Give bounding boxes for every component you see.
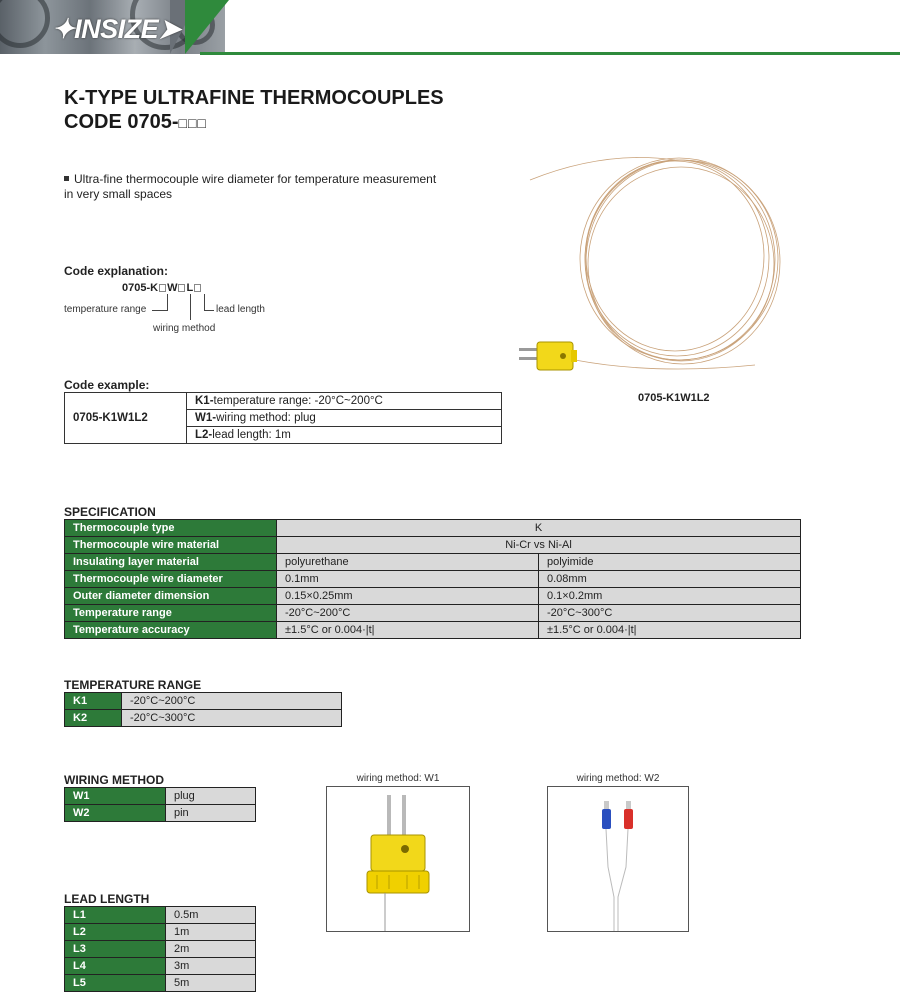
code-example-row: W1-wiring method: plug xyxy=(187,410,502,427)
header-rule xyxy=(200,52,900,55)
header-banner xyxy=(0,0,900,56)
table-row: Insulating layer material polyurethane polyimide xyxy=(65,554,801,571)
title-line-2: CODE 0705-□□□ xyxy=(64,111,207,133)
table-row: Outer diameter dimension 0.15×0.25mm 0.1×0.2mm xyxy=(65,588,801,605)
temperature-range-label: temperature range xyxy=(64,304,147,315)
table-row: Thermocouple wire diameter 0.1mm 0.08mm xyxy=(65,571,801,588)
specification-table xyxy=(64,519,801,639)
plug-connector-icon xyxy=(327,787,469,931)
table-row: L4 3m xyxy=(65,958,256,975)
wiring-w1-image xyxy=(326,786,470,932)
header-accent xyxy=(185,0,229,54)
table-row: Thermocouple type K xyxy=(65,520,801,537)
table-row: W1 plug xyxy=(65,788,256,805)
temperature-range-section-label: TEMPERATURE RANGE xyxy=(64,678,202,692)
product-caption: 0705-K1W1L2 xyxy=(638,392,710,404)
wiring-method-section-label: WIRING METHOD xyxy=(64,773,164,787)
code-example-row: L2-lead length: 1m xyxy=(187,427,502,444)
code-explanation-label: Code explanation: xyxy=(64,264,169,278)
temperature-range-table xyxy=(64,692,342,727)
bullet-icon xyxy=(64,176,69,181)
specification-label: SPECIFICATION xyxy=(64,505,156,519)
table-row: Thermocouple wire material Ni-Cr vs Ni-Al xyxy=(65,537,801,554)
table-row: Temperature range -20°C~200°C -20°C~300°C xyxy=(65,605,801,622)
title-line-1: K-TYPE ULTRAFINE THERMOCOUPLES xyxy=(64,87,444,109)
table-row: W2 pin xyxy=(65,805,256,822)
table-row: L1 0.5m xyxy=(65,907,256,924)
table-row: K2 -20°C~300°C xyxy=(65,710,342,727)
code-example-table xyxy=(64,392,502,444)
code-example-row: K1-temperature range: -20°C~200°C xyxy=(187,393,502,410)
table-row: K1 -20°C~200°C xyxy=(65,693,342,710)
code-explanation-diagram xyxy=(64,280,324,340)
code-example-label: Code example: xyxy=(64,378,150,392)
table-row: L5 5m xyxy=(65,975,256,992)
pin-connector-icon xyxy=(548,787,688,931)
wiring-w1-caption: wiring method: W1 xyxy=(356,773,440,784)
table-row: Temperature accuracy ±1.5°C or 0.004·|t| ±1.5°C or 0.004·|t| xyxy=(65,622,801,639)
brand-logo: ✦INSIZE➤ xyxy=(52,14,181,44)
lead-length-table xyxy=(64,906,256,992)
lead-length-section-label: LEAD LENGTH xyxy=(64,892,150,906)
table-row: L3 2m xyxy=(65,941,256,958)
page-title xyxy=(64,86,444,135)
lead-length-label: lead length xyxy=(216,304,265,315)
wiring-w2-image xyxy=(547,786,689,932)
wiring-method-table xyxy=(64,787,256,822)
product-image xyxy=(505,150,805,380)
code-template: 0705-K W L xyxy=(122,282,202,294)
wiring-method-label: wiring method xyxy=(153,323,216,334)
feature-bullet: Ultra-fine thermocouple wire diameter for temperature measurement in very small spaces xyxy=(64,172,437,201)
code-example-code: 0705-K1W1L2 xyxy=(65,393,187,444)
wiring-w2-caption: wiring method: W2 xyxy=(576,773,660,784)
table-row: L2 1m xyxy=(65,924,256,941)
